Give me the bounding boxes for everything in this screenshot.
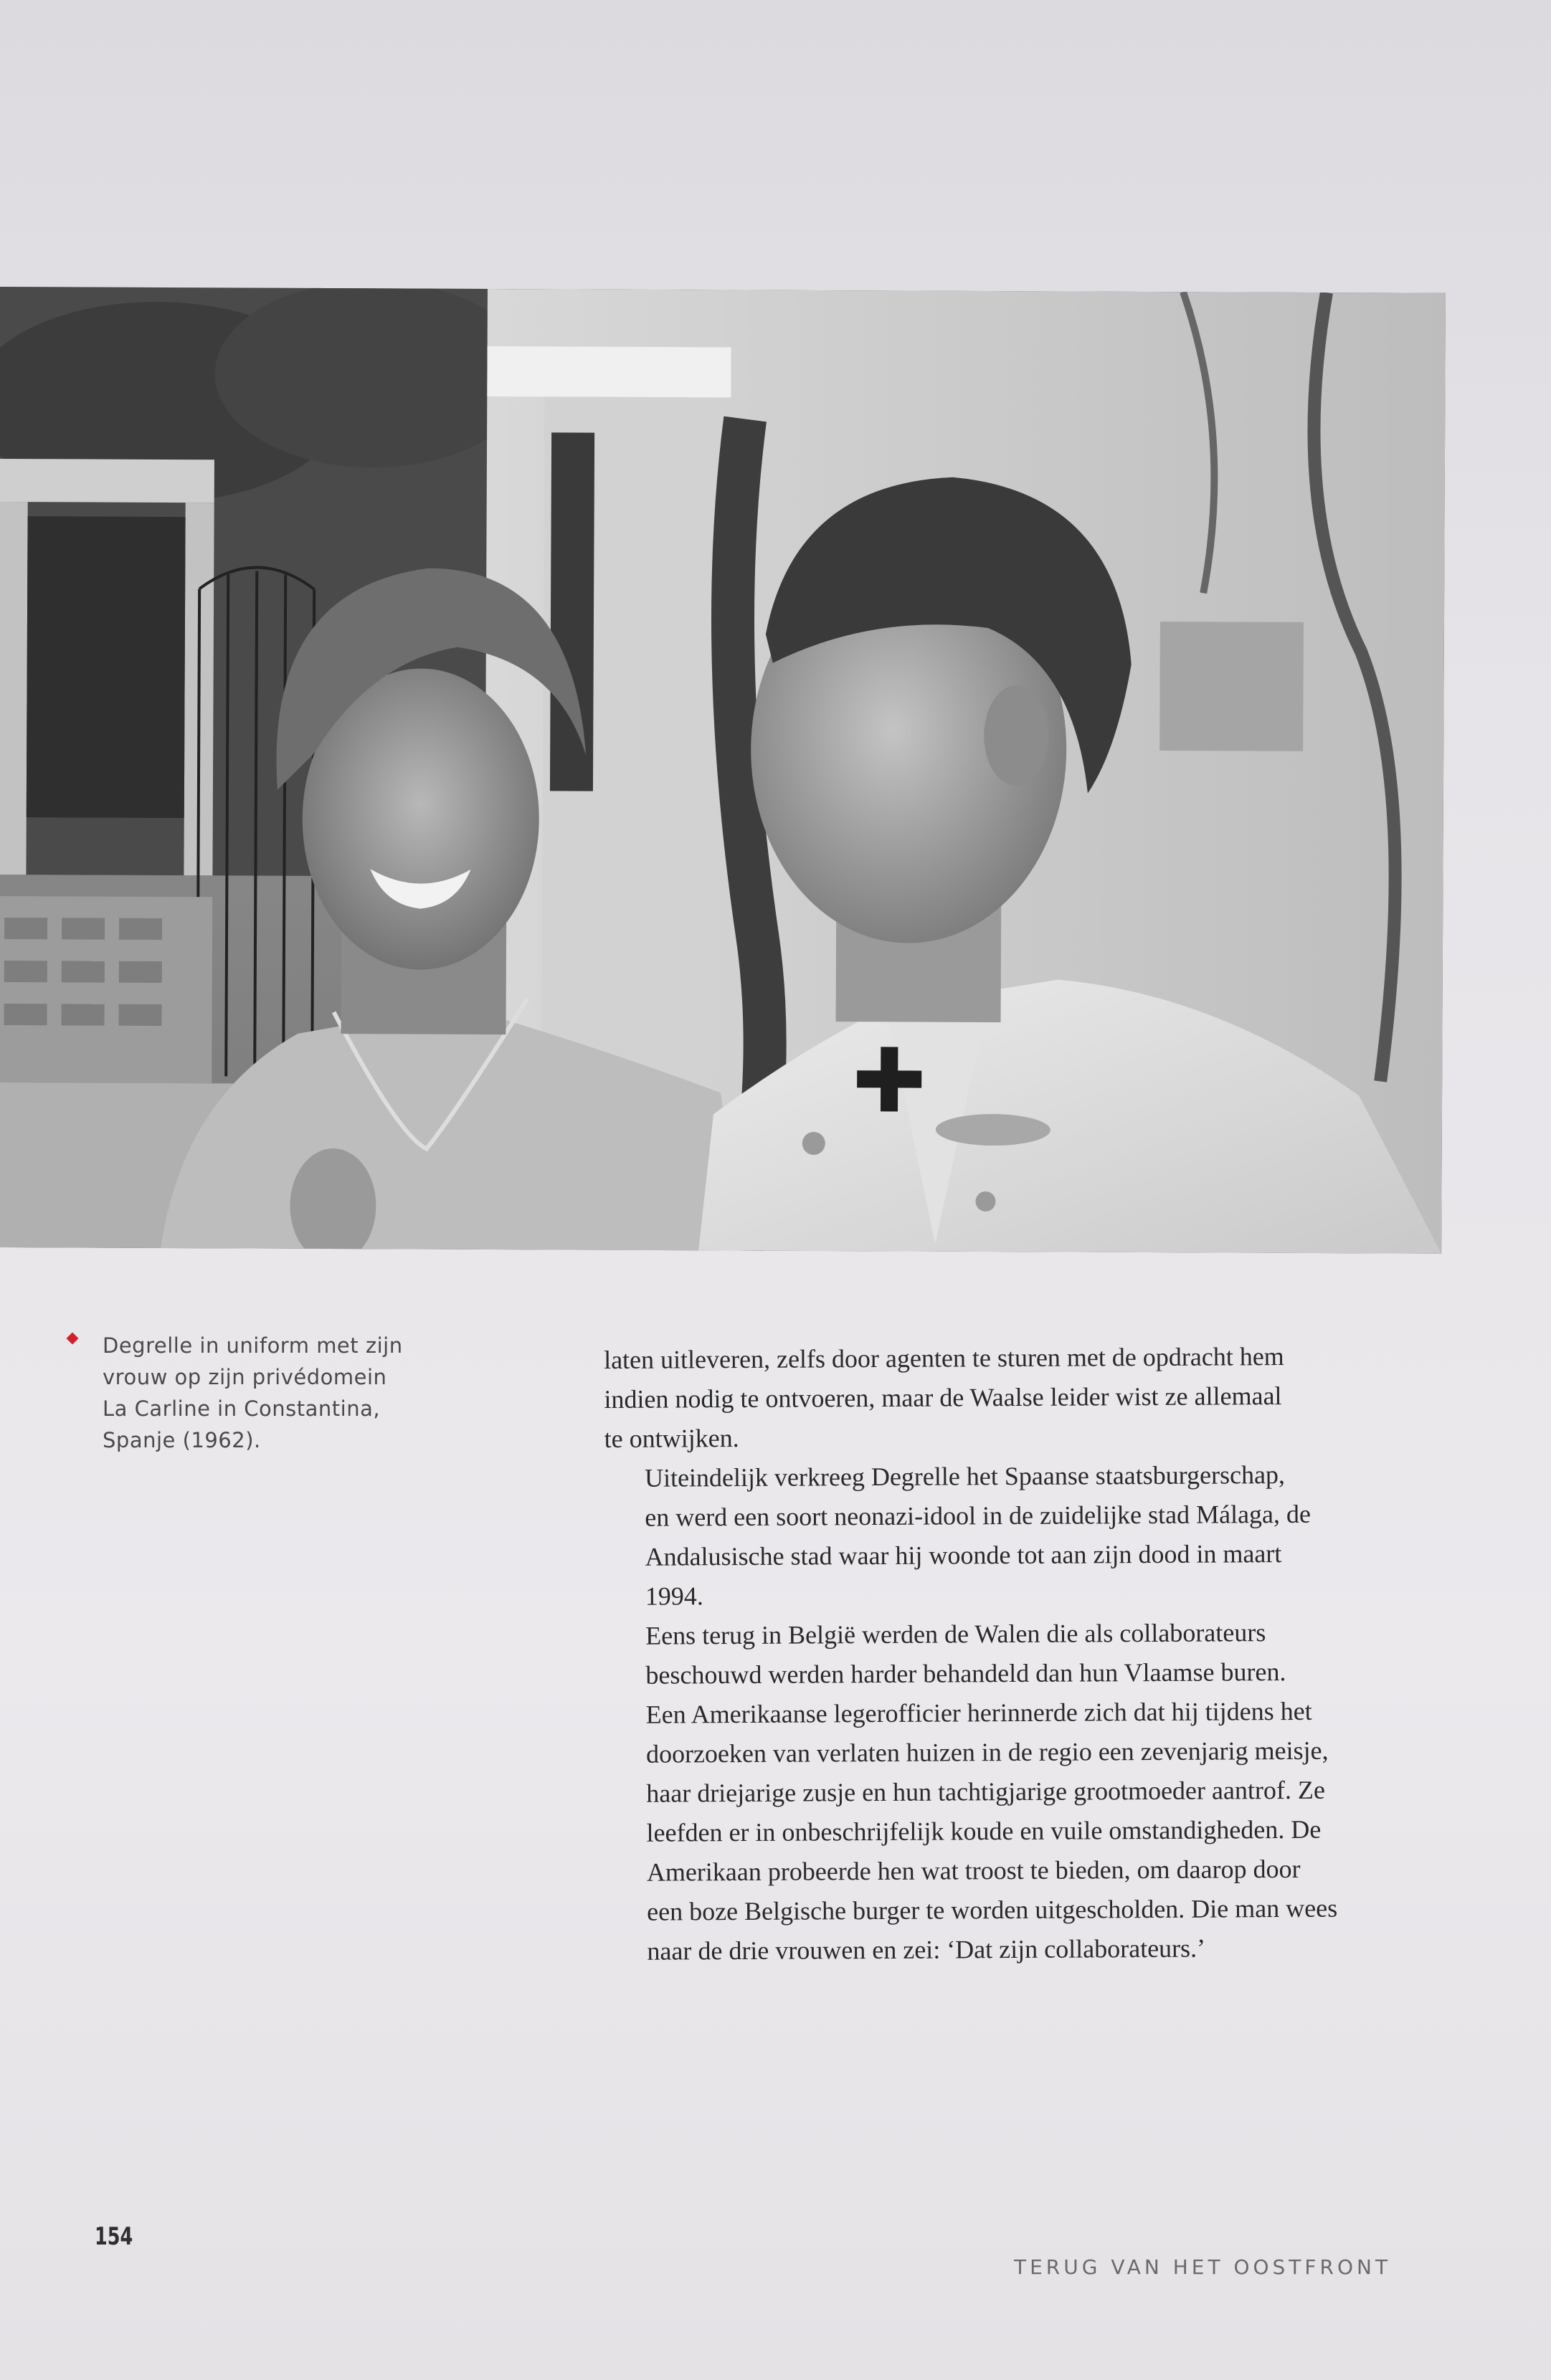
text-line: Uiteindelijk verkreeg Degrelle het Spaanse staatsburgerschap, xyxy=(644,1460,1286,1493)
photo-illustration xyxy=(0,287,1446,1254)
paragraph-1 xyxy=(604,1336,1443,1459)
text-line: laten uitleveren, zelfs door agenten te sturen met de opdracht hem xyxy=(604,1342,1284,1374)
page-number: 154 xyxy=(95,2222,133,2251)
caption-line: Spanje (1962). xyxy=(103,1428,261,1452)
running-head: TERUG VAN HET OOSTFRONT xyxy=(1014,2255,1392,2279)
text-line: een boze Belgische burger te worden uitgescholden. Die man wees xyxy=(647,1893,1338,1926)
paragraph-3 xyxy=(605,1612,1446,1971)
caption-line: La Carline in Constantina, xyxy=(103,1396,381,1421)
caption-line: Degrelle in uniform met zijn xyxy=(103,1333,403,1358)
text-line: naar de drie vrouwen en zei: ‘Dat zijn collaborateurs.’ xyxy=(647,1933,1206,1966)
text-line: en werd een soort neonazi-idool in de zuidelijke stad Málaga, de xyxy=(645,1499,1312,1532)
body-text xyxy=(604,1336,1446,1971)
paragraph-2 xyxy=(604,1455,1444,1617)
text-line: Amerikaan probeerde hen wat troost te bieden, om daarop door xyxy=(646,1854,1301,1887)
text-line: beschouwd werden harder behandeld dan hun Vlaamse buren. xyxy=(645,1657,1286,1690)
caption-text xyxy=(103,1330,470,1456)
text-line: indien nodig te ontvoeren, maar de Waalse leider wist ze allemaal xyxy=(604,1381,1282,1414)
text-line: 1994. xyxy=(645,1581,703,1611)
text-line: doorzoeken van verlaten huizen in de regio een zevenjarig meisje, xyxy=(645,1736,1329,1769)
text-line: te ontwijken. xyxy=(604,1424,739,1453)
text-line: Andalusische stad waar hij woonde tot aan zijn dood in maart xyxy=(645,1539,1282,1571)
text-line: haar driejarige zusje en hun tachtigjarige grootmoeder aantrof. Ze xyxy=(646,1775,1325,1808)
text-line: Eens terug in België werden de Walen die als collaborateurs xyxy=(645,1618,1266,1650)
photo-caption xyxy=(68,1330,470,1456)
caption-line: vrouw op zijn privédomein xyxy=(103,1365,387,1389)
photograph xyxy=(0,287,1446,1254)
caption-bullet-icon xyxy=(67,1333,79,1345)
text-line: Een Amerikaanse legerofficier herinnerde zich dat hij tijdens het xyxy=(645,1696,1312,1729)
text-line: leefden er in onbeschrijfelijk koude en vuile omstandigheden. De xyxy=(646,1814,1322,1847)
